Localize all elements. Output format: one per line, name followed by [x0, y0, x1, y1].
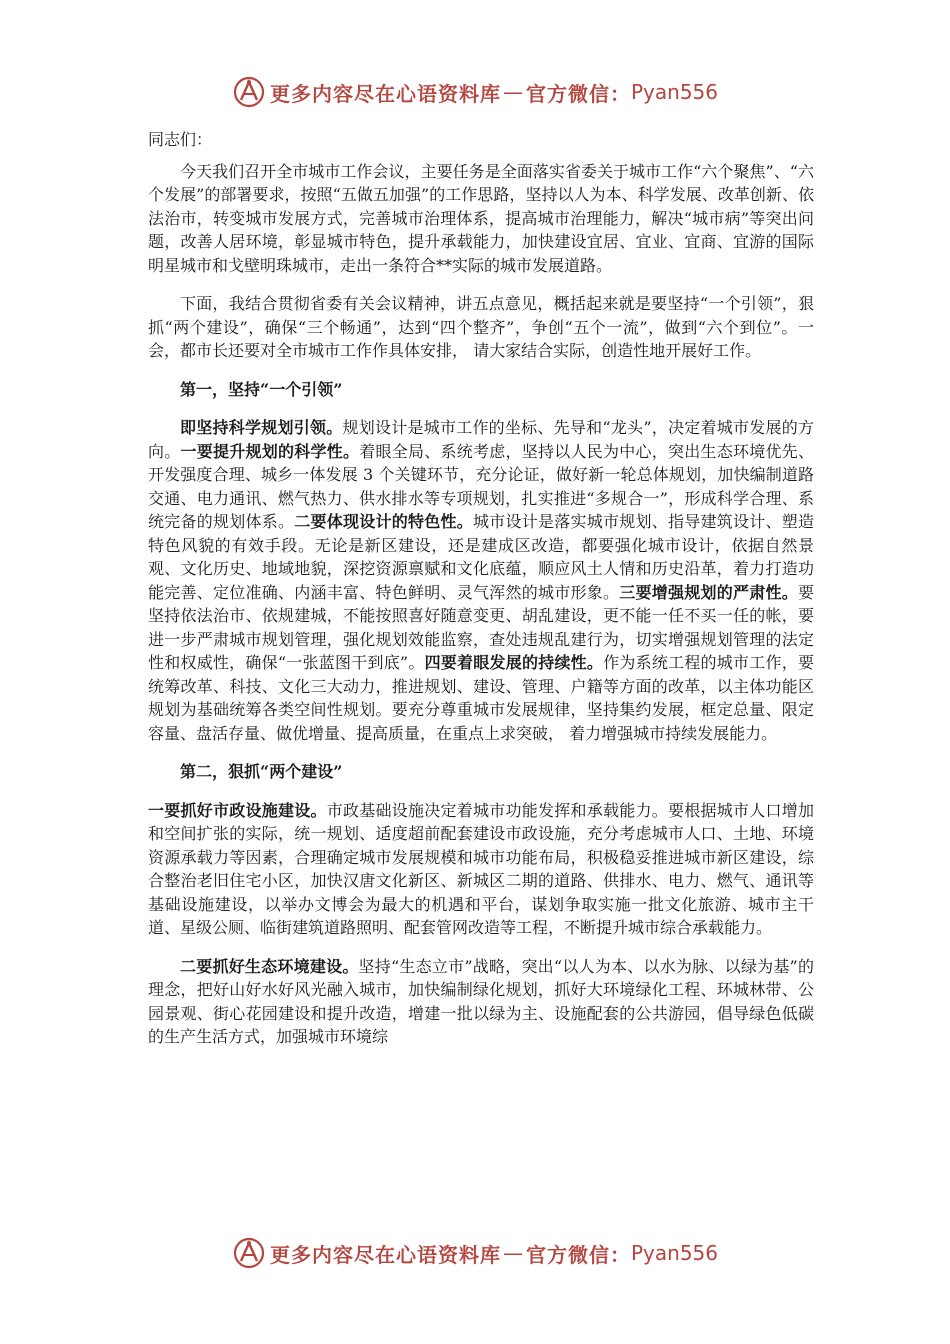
logo-mark-icon: [232, 1236, 266, 1270]
header-banner: [0, 72, 950, 112]
section-heading-1: 第一，坚持“一个引领”: [180, 379, 343, 399]
paragraph-text: 着眼全局、系统考虑，坚持以人民为中心，突出生态环境优先、开发强度合理、城乡一体发展 3 个关键环节，充分论证，做好新一轮总体规划，加快编制道路交通、电力通讯、燃气热力、供水排水等专项规划，扎实推进“多规合一”，形成科学合理、系统完备的规划体系。: [148, 441, 814, 531]
bold-lead: 二要体现设计的特色性。: [294, 512, 473, 531]
paragraph-text: 市政基础设施决定着城市功能发挥和承载能力。要根据城市人口增加和空间扩张的实际，统一规划、适度超前配套建设市政设施，充分考虑城市人口、土地、环境资源承载力等因素，合理确定城市发展规模和城市功能布局，积极稳妥推进城市新区建设，综合整治老旧住宅小区，加快汉唐文化新区、新城区二期的道路、供排水、电力、燃气、通讯等基础设施建设，以举办文博会为最大的机遇和平台，谋划争取实施一批文化旅游、城市主干道、星级公厕、临街建筑道路照明、配套管网改造等工程，不断提升城市综合承载能力。: [148, 800, 814, 937]
paragraph-ecology: [148, 955, 814, 1049]
banner-wechat-label: 官方微信：: [525, 1242, 631, 1267]
banner-wechat-id: Pyan556: [630, 1241, 718, 1265]
document-body: [148, 128, 814, 1064]
paragraph-text: 规划设计是城市工作的坐标、先导和“龙头”，决定着城市发展的方向。: [148, 418, 814, 461]
bold-lead: 即坚持科学规划引领。: [180, 418, 343, 437]
paragraph-municipal: [148, 799, 814, 940]
bold-lead: 一要抓好市政设施建设。: [148, 800, 327, 820]
section-heading-2: 第二，狠抓“两个建设”: [180, 762, 343, 781]
banner-wechat-label: 官方微信：: [525, 81, 631, 106]
banner-separator: —: [502, 1241, 524, 1265]
banner-title: 更多内容尽在心语资料库: [269, 81, 501, 106]
bold-lead: 四要着眼发展的持续性。: [424, 653, 604, 672]
banner-wechat-id: Pyan556: [630, 80, 718, 104]
banner-separator: —: [502, 80, 524, 104]
footer-banner: [0, 1233, 950, 1273]
paragraph-intro: 今天我们召开全市城市工作会议，主要任务是全面落实省委关于城市工作“六个聚焦”、“六个发展”的部署要求，按照“五做五加强”的工作思路，坚持以人为本、科学发展、改革创新、依法治市，转变城市发展方式，完善城市治理体系，提高城市治理能力，解决“城市病”等突出问题，改善人居环境，彰显城市特色，提升承载能力，加快建设宜居、宜业、宜商、宜游的国际明星城市和戈壁明珠城市，走出一条符合**实际的城市发展道路。: [148, 161, 814, 275]
logo-mark-icon: [232, 75, 266, 109]
paragraph-overview: 下面，我结合贯彻省委有关会议精神，讲五点意见，概括起来就是要坚持“一个引领”，狠抓“两个建设”，确保“三个畅通”，达到“四个整齐”，争创“五个一流”，做到“六个到位”。一会，都市长还要对全市城市工作作具体安排， 请大家结合实际，创造性地开展好工作。: [148, 294, 814, 360]
paragraph-text: 坚持“生态立市”战略，突出“以人为本、以水为脉、以绿为基”的理念，把好山好水好风光融入城市，加快编制绿化规划，抓好大环境绿化工程、环城林带、公园景观、街心花园建设和提升改造，增建一批以绿为主、设施配套的公共游园，倡导绿色低碳的生产生活方式，加强城市环境综: [148, 956, 814, 1046]
paragraph-planning: [148, 416, 814, 745]
paragraph-text: 城市设计是落实城市规划、指导建筑设计、塑造特色风貌的有效手段。无论是新区建设，还是建成区改造，都要强化城市设计，依据自然景观、文化历史、地域地貌，深挖资源禀赋和文化底蕴，顺应风土人情和历史沿革，着力打造功能完善、定位准确、内涵丰富、特色鲜明、灵气浑然的城市形象。: [148, 512, 814, 602]
bold-lead: 一要提升规划的科学性。: [180, 441, 360, 461]
paragraph-text: 要坚持依法治市、依规建城，不能按照喜好随意变更、胡乱建设，更不能一任不买一任的帐，要进一步严肃城市规划管理，强化规划效能监察，查处违规乱建行为，切实增强规划管理的法定性和权威性，确保“一张蓝图干到底”。: [148, 582, 814, 672]
bold-lead: 三要增强规划的严肃性。: [619, 582, 798, 602]
bold-lead: 二要抓好生态环境建设。: [180, 956, 359, 976]
banner-title: 更多内容尽在心语资料库: [269, 1242, 501, 1267]
paragraph-text: 作为系统工程的城市工作，要统筹改革、科技、文化三大动力，推进规划、建设、管理、户籍等方面的改革，以主体功能区规划为基础统筹各类空间性规划。要充分尊重城市发展规律，坚持集约发展，框定总量、限定容量、盘活存量、做优增量、提高质量，在重点上求突破， 着力增强城市持续发展能力。: [148, 653, 814, 743]
salutation: 同志们：: [148, 130, 213, 149]
